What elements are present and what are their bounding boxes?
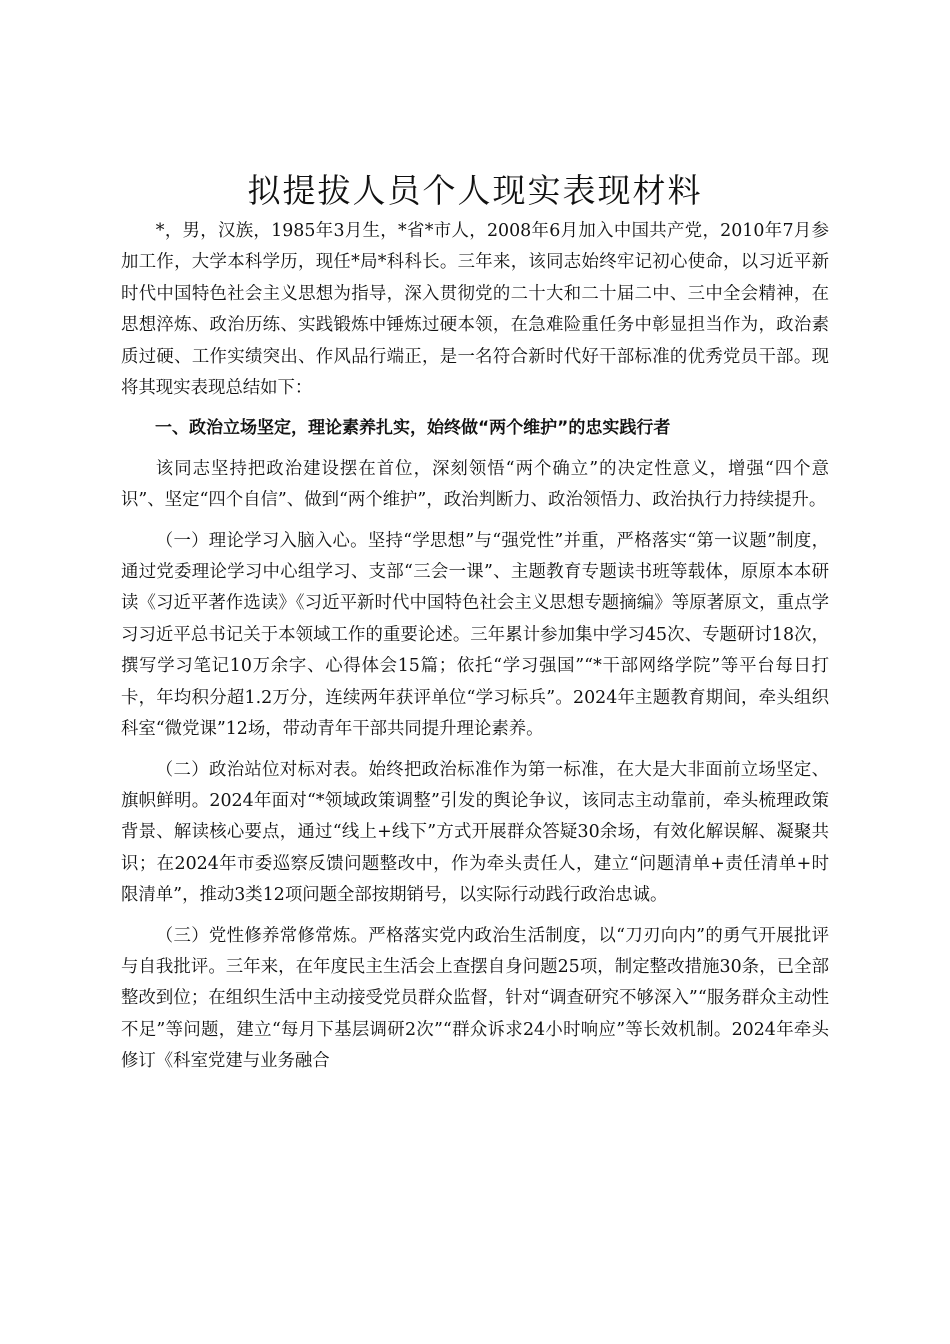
section-heading-1: 一、政治立场坚定，理论素养扎实，始终做“两个维护”的忠实践行者 (155, 418, 671, 439)
document-title: 拟提拔人员个人现实表现材料 (247, 171, 703, 210)
item-paragraph-party-spirit: （三）党性修养常修常炼。严格落实党内政治生活制度，以“刀刃向内”的勇气开展批评与自我批评。三年来，在年度民主生活会上查摆自身问题25项，制定整改措施30条，已全部整改到位；在组织生活中主动接受党员群众监督，针对“调查研究不够深入”“服务群众主动性不足”等问题，建立“每月下基层调研2次”“群众诉求24小时响应”等长效机制。2024年牵头修订《科室党建与业务融合 (121, 925, 829, 1072)
document-body (121, 216, 829, 1087)
section-summary-paragraph: 该同志坚持把政治建设摆在首位，深刻领悟“两个确立”的决定性意义，增强“四个意识”、坚定“四个自信”、做到“两个维护”，政治判断力、政治领悟力、政治执行力持续提升。 (121, 458, 829, 511)
item-paragraph-theory-study: （一）理论学习入脑入心。坚持“学思想”与“强党性”并重，严格落实“第一议题”制度，通过党委理论学习中心组学习、支部“三会一课”、主题教育专题读书班等载体，原原本本研读《习近平著作选读》《习近平新时代中国特色社会主义思想专题摘编》等原著原文，重点学习习近平总书记关于本领域工作的重要论述。三年累计参加集中学习45次、专题研讨18次，撰写学习笔记10万余字、心得体会15篇；依托“学习强国”“*干部网络学院”等平台每日打卡，年均积分超1.2万分，连续两年获评单位“学习标兵”。2024年主题教育期间，牵头组织科室“微党课”12场，带动青年干部共同提升理论素养。 (121, 530, 829, 740)
item-paragraph-political-stance: （二）政治站位对标对表。始终把政治标准作为第一标准，在大是大非面前立场坚定、旗帜鲜明。2024年面对“*领域政策调整”引发的舆论争议，该同志主动靠前，牵头梳理政策背景、解读核心要点，通过“线上+线下”方式开展群众答疑30余场，有效化解误解、凝聚共识；在2024年市委巡察反馈问题整改中，作为牵头责任人，建立“问题清单+责任清单+时限清单”，推动3类12项问题全部按期销号，以实际行动践行政治忠诚。 (121, 759, 829, 906)
intro-paragraph: *，男，汉族，1985年3月生，*省*市人，2008年6月加入中国共产党，2010年7月参加工作，大学本科学历，现任*局*科科长。三年来，该同志始终牢记初心使命，以习近平新时代中国特色社会主义思想为指导，深入贯彻党的二十大和二十届二中、三中全会精神，在思想淬炼、政治历练、实践锻炼中锤炼过硬本领，在急难险重任务中彰显担当作为，政治素质过硬、工作实绩突出、作风品行端正，是一名符合新时代好干部标准的优秀党员干部。现将其现实表现总结如下： (121, 221, 829, 399)
